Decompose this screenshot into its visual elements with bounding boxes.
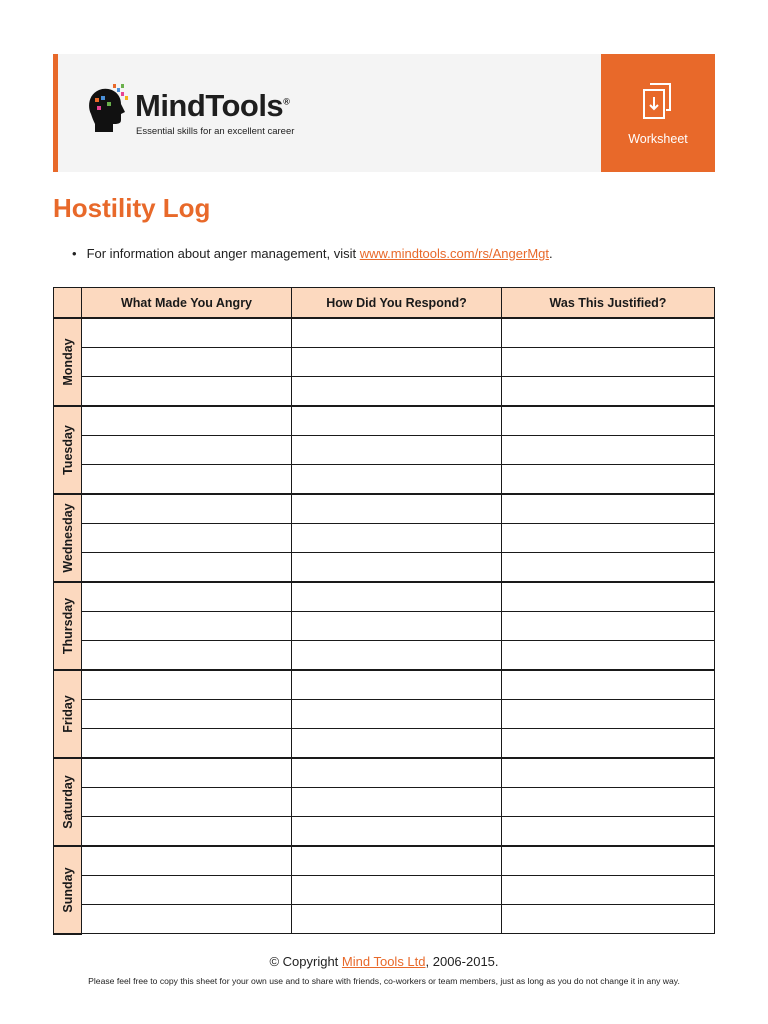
table-header-row [54, 288, 715, 319]
entry-cell-angry[interactable] [82, 788, 292, 817]
table-row [54, 318, 715, 348]
day-label: Saturday [60, 775, 75, 829]
day-cell-saturday [54, 758, 82, 846]
header-was-this-justified: Was This Justified? [502, 288, 715, 319]
table-row [54, 876, 715, 905]
entry-cell-justified[interactable] [502, 318, 715, 348]
table-body [54, 318, 715, 934]
entry-cell-respond[interactable] [292, 788, 502, 817]
entry-cell-angry[interactable] [82, 846, 292, 876]
entry-cell-angry[interactable] [82, 406, 292, 436]
table-row [54, 553, 715, 583]
entry-cell-angry[interactable] [82, 348, 292, 377]
entry-cell-respond[interactable] [292, 817, 502, 847]
entry-cell-respond[interactable] [292, 553, 502, 583]
entry-cell-respond[interactable] [292, 641, 502, 671]
table-row [54, 905, 715, 934]
entry-cell-respond[interactable] [292, 348, 502, 377]
entry-cell-respond[interactable] [292, 494, 502, 524]
entry-cell-justified[interactable] [502, 524, 715, 553]
page-title: Hostility Log [53, 193, 211, 223]
day-cell-friday [54, 670, 82, 758]
brand-tagline: Essential skills for an excellent career [136, 126, 295, 137]
badge-label: Worksheet [628, 132, 688, 146]
entry-cell-angry[interactable] [82, 905, 292, 934]
entry-cell-justified[interactable] [502, 905, 715, 934]
header-what-made-you-angry: What Made You Angry [82, 288, 292, 319]
table-row [54, 524, 715, 553]
entry-cell-respond[interactable] [292, 729, 502, 759]
bullet: • [72, 246, 77, 261]
table-row [54, 465, 715, 495]
entry-cell-justified[interactable] [502, 582, 715, 612]
entry-cell-respond[interactable] [292, 436, 502, 465]
entry-cell-justified[interactable] [502, 465, 715, 495]
entry-cell-angry[interactable] [82, 436, 292, 465]
entry-cell-respond[interactable] [292, 377, 502, 407]
info-line [72, 246, 553, 261]
entry-cell-justified[interactable] [502, 729, 715, 759]
day-label: Monday [60, 338, 75, 386]
day-label: Thursday [60, 597, 75, 655]
table-row [54, 729, 715, 759]
hostility-log-table [53, 287, 715, 935]
entry-cell-respond[interactable] [292, 846, 502, 876]
entry-cell-respond[interactable] [292, 700, 502, 729]
header-corner-cell [54, 288, 82, 319]
anger-management-link[interactable]: www.mindtools.com/rs/AngerMgt [359, 246, 549, 261]
entry-cell-angry[interactable] [82, 494, 292, 524]
entry-cell-angry[interactable] [82, 377, 292, 407]
mind-tools-link[interactable]: Mind Tools Ltd [341, 954, 426, 969]
table-row [54, 377, 715, 407]
entry-cell-justified[interactable] [502, 817, 715, 847]
entry-cell-angry[interactable] [82, 524, 292, 553]
entry-cell-respond[interactable] [292, 670, 502, 700]
table-row [54, 670, 715, 700]
day-cell-sunday [54, 846, 82, 934]
entry-cell-justified[interactable] [502, 406, 715, 436]
day-cell-tuesday [54, 406, 82, 494]
entry-cell-respond[interactable] [292, 524, 502, 553]
entry-cell-angry[interactable] [82, 553, 292, 583]
entry-cell-angry[interactable] [82, 758, 292, 788]
day-label: Sunday [60, 867, 75, 913]
table-row [54, 846, 715, 876]
day-cell-wednesday [54, 494, 82, 582]
entry-cell-justified[interactable] [502, 553, 715, 583]
entry-cell-angry[interactable] [82, 641, 292, 671]
mindtools-logo[interactable] [83, 80, 303, 150]
entry-cell-respond[interactable] [292, 582, 502, 612]
entry-cell-justified[interactable] [502, 348, 715, 377]
entry-cell-respond[interactable] [292, 465, 502, 495]
entry-cell-respond[interactable] [292, 758, 502, 788]
table-row [54, 641, 715, 671]
table-row [54, 406, 715, 436]
entry-cell-justified[interactable] [502, 494, 715, 524]
table-row [54, 436, 715, 465]
entry-cell-angry[interactable] [82, 670, 292, 700]
info-prefix: For information about anger management, visit [86, 246, 360, 261]
entry-cell-justified[interactable] [502, 846, 715, 876]
entry-cell-respond[interactable] [292, 876, 502, 905]
entry-cell-angry[interactable] [82, 612, 292, 641]
header-how-did-you-respond: How Did You Respond? [292, 288, 502, 319]
entry-cell-justified[interactable] [502, 670, 715, 700]
entry-cell-angry[interactable] [82, 465, 292, 495]
entry-cell-respond[interactable] [292, 905, 502, 934]
entry-cell-justified[interactable] [502, 641, 715, 671]
table-row [54, 612, 715, 641]
entry-cell-justified[interactable] [502, 377, 715, 407]
entry-cell-justified[interactable] [502, 700, 715, 729]
entry-cell-angry[interactable] [82, 729, 292, 759]
table-row [54, 494, 715, 524]
table-row [54, 700, 715, 729]
info-suffix: . [548, 246, 553, 261]
table-row [54, 817, 715, 847]
download-document-icon [640, 82, 676, 120]
day-label: Wednesday [60, 503, 75, 573]
entry-cell-angry[interactable] [82, 817, 292, 847]
table-row [54, 582, 715, 612]
entry-cell-angry[interactable] [82, 876, 292, 905]
entry-cell-angry[interactable] [82, 700, 292, 729]
entry-cell-justified[interactable] [502, 758, 715, 788]
entry-cell-angry[interactable] [82, 582, 292, 612]
day-label: Friday [60, 695, 75, 733]
entry-cell-justified[interactable] [502, 876, 715, 905]
entry-cell-respond[interactable] [292, 612, 502, 641]
head-silhouette-icon [83, 84, 133, 136]
brand-name: MindTools® [135, 88, 290, 123]
day-label: Tuesday [60, 425, 75, 475]
day-cell-thursday [54, 582, 82, 670]
copyright-line: © Copyright Mind Tools Ltd, 2006-2015. [269, 954, 499, 969]
usage-notice: Please feel free to copy this sheet for your own use and to share with friends, co-workers or team members, just as long as you do not change it in any way. [88, 976, 680, 986]
entry-cell-angry[interactable] [82, 318, 292, 348]
entry-cell-justified[interactable] [502, 788, 715, 817]
day-cell-monday [54, 318, 82, 406]
table-row [54, 758, 715, 788]
table-row [54, 348, 715, 377]
entry-cell-justified[interactable] [502, 612, 715, 641]
table-row [54, 788, 715, 817]
worksheet-header [53, 54, 715, 172]
header-accent-bar [53, 54, 58, 172]
entry-cell-justified[interactable] [502, 436, 715, 465]
worksheet-badge [601, 54, 715, 172]
entry-cell-respond[interactable] [292, 318, 502, 348]
entry-cell-respond[interactable] [292, 406, 502, 436]
